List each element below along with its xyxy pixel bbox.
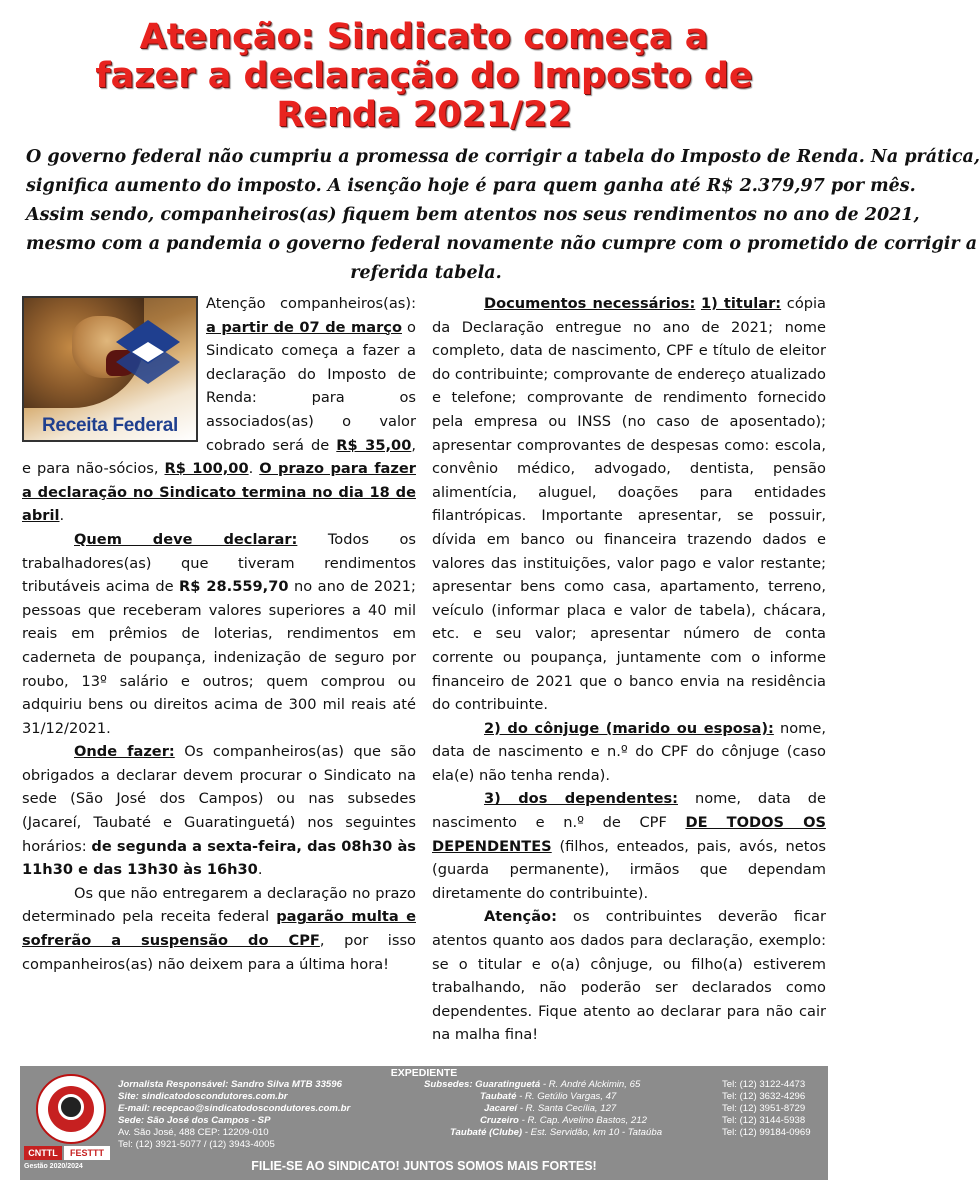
attention-heading: Atenção: [484,908,557,926]
dependents-subheading: 3) dos dependentes: [484,790,678,808]
headline-line-2: fazer a declaração do Imposto de [95,56,753,96]
right-paragraph-2: 2) do cônjuge (marido ou esposa): nome, data de nascimento e n.º do CPF do cônjuge (caso ela(e) não tenha renda). [432,719,826,784]
start-date: a partir de 07 de março [206,318,402,336]
left-paragraph-4: Os que não entregarem a declaração no prazo determinado pela receita federal pagarão multa e sofrerão a suspensão do CPF, por isso companheiros(as) não deixem para a última hora! [22,884,416,973]
sede-line: Sede: São José dos Campos - SP [118,1115,271,1126]
spouse-subheading: 2) do cônjuge (marido ou esposa): [484,719,774,737]
subsede-1-phone: Tel: (12) 3122-4473 [722,1079,806,1090]
where-heading: Onde fazer: [74,743,175,761]
left-paragraph-1: Atenção companheiros(as): a partir de 07 de março o Sindicato começa a fazer a declaração do Imposto de Renda: para os associados(as) o valor cobrado será de R$ 35,00, e para não-sócios, R$ 100,00. O prazo para fazer a declaração no Sindicato termina no dia 18 de abril. [22,295,416,525]
subsede-3: Jacareí - R. Santa Cecília, 127 [484,1103,617,1114]
gestao-label: Gestão 2020/2024 [24,1163,83,1170]
intro-line-1: O governo federal não cumpriu a promessa de corrigir a tabela do Imposto de Renda. Na prática, [26,147,980,167]
left-column [22,292,416,976]
holder-subheading: 1) titular: [700,295,782,312]
intro-paragraph [26,143,980,288]
documents-heading: Documentos necessários: [484,295,696,312]
right-paragraph-3: 3) dos dependentes: nome, data de nascimento e n.º de CPF DE TODOS OS DEPENDENTES (filhos, enteados, pais, avós, netos (guarda permanente), irmãos que dependam diretamente do contribuinte). [432,790,826,902]
left-paragraph-2: Quem deve declarar: Todos os trabalhadores(as) que tiveram rendimentos tributáveis acima de R$ 28.559,70 no ano de 2021; pessoas que receberam valores superiores a 40 mil reais em prêmios de loterias, rendimentos em caderneta de poupança, indenização de seguro por roubo, 13º salário e outros; quem comprou ou adquiriu bens ou direitos acima de 300 mil reais até 31/12/2021. [22,530,416,737]
receita-federal-logo-text: Receita Federal [42,415,178,437]
address-line: Av. São José, 488 CEP: 12209-010 [118,1127,269,1138]
subsede-5: Taubaté (Clube) - Est. Servidão, km 10 - Tataúba [450,1127,663,1138]
footer-expediente [20,1066,828,1180]
subsede-2: Taubaté - R. Getúlio Vargas, 47 [480,1091,617,1102]
income-threshold: R$ 28.559,70 [179,578,289,596]
right-paragraph-1: Documentos necessários: 1) titular: cópia da Declaração entregue no ano de 2021; nome completo, data de nascimento, CPF e título de eleitor do contribuinte; comprovante de endereço atualizado e telefone; comprovante de rendimento fornecido pela empresa ou INSS (no caso de aposentado); apresentar comprovantes de despesas como: escola, convênio médico, advogado, dentista, pensão alimentícia, aluguel, doações para entidades filantrópicas. Importante apresentar, se possuir, dívida em banco ou financeira trazendo dados e valores das instituições, valor pago e valor restante; apresentar bens como casa, apartamento, terreno, veículo (informar placa e valor de tabela), chácara, etc. e seu valor; apresentar número de conta corrente ou poupança, juntamente com o informe financeiro de 2021 que o banco envia na residência do contribuinte. [432,295,827,714]
union-seal-icon [36,1074,106,1144]
subsede-4-phone: Tel: (12) 3144-5938 [722,1115,806,1126]
receita-federal-logo [22,296,198,442]
left-paragraph-3: Onde fazer: Os companheiros(as) que são obrigados a declarar devem procurar o Sindicato na sede (São José dos Campos) ou nas subsedes (Jacareí, Taubaté e Guaratinguetá) nos seguintes horários: de segunda a sexta-feira, das 08h30 às 11h30 e das 13h30 às 16h30. [22,743,417,879]
office-hours: de segunda a sexta-feira, das 08h30 às 11h30 e das 13h30 às 16h30 [22,837,416,879]
all-dependents-text: DE TODOS OS DEPENDENTES [432,814,826,855]
headline-line-1: Atenção: Sindicato começa a [139,17,709,57]
subsede-5-phone: Tel: (12) 99184-0969 [722,1127,811,1138]
festtt-logo: FESTTT [64,1146,110,1160]
right-column [432,292,826,1047]
price-non-members: R$ 100,00 [164,460,249,478]
subsede-1: Subsedes: Guaratinguetá - R. André Alckimin, 65 [424,1079,641,1090]
intro-line-5: referida tabela. [350,263,502,283]
receita-federal-mark-icon [106,312,190,404]
phones-line: Tel: (12) 3921-5077 / (12) 3943-4005 [118,1139,275,1150]
subsede-4: Cruzeiro - R. Cap. Avelino Bastos, 212 [480,1115,647,1126]
subsede-3-phone: Tel: (12) 3951-8729 [722,1103,806,1114]
cnttl-logo: CNTTL [24,1146,62,1160]
email-link[interactable]: E-mail: recepcao@sindicatodoscondutores.com.br [118,1103,351,1114]
headline [0,18,848,135]
journalist-line: Jornalista Responsável: Sandro Silva MTB 33596 [118,1079,342,1090]
penalty-text: pagarão multa e sofrerão a suspensão do CPF [22,908,416,950]
steering-wheel-icon [58,1094,84,1120]
right-paragraph-4: Atenção: os contribuintes deverão ficar atentos quanto aos dados para declaração, exemplo: se o titular e o(a) cônjuge, ou filho(a) estiverem trabalhando, não poderão ser declarados como dependentes. Fique atento ao declarar para não cair na malha fina! [432,908,826,1044]
subsede-2-phone: Tel: (12) 3632-4296 [722,1091,806,1102]
footer-title: EXPEDIENTE [390,1067,458,1079]
intro-line-3: Assim sendo, companheiros(as) fiquem bem atentos nos seus rendimentos no ano de 2021, [26,205,920,225]
footer-slogan: FILIE-SE AO SINDICATO! JUNTOS SOMOS MAIS FORTES! [251,1159,597,1173]
deadline-text: O prazo para fazer a declaração no Sindicato termina no dia 18 de abril [22,460,416,525]
price-members: R$ 35,00 [336,436,412,454]
who-must-declare-heading: Quem deve declarar: [74,530,298,548]
intro-line-4: mesmo com a pandemia o governo federal novamente não cumpre com o prometido de corrigir a [26,234,978,254]
site-link[interactable]: Site: sindicatodoscondutores.com.br [118,1091,288,1102]
headline-line-3: Renda 2021/22 [276,95,572,135]
intro-line-2: significa aumento do imposto. A isenção hoje é para quem ganha até R$ 2.379,97 por mês. [26,176,916,196]
